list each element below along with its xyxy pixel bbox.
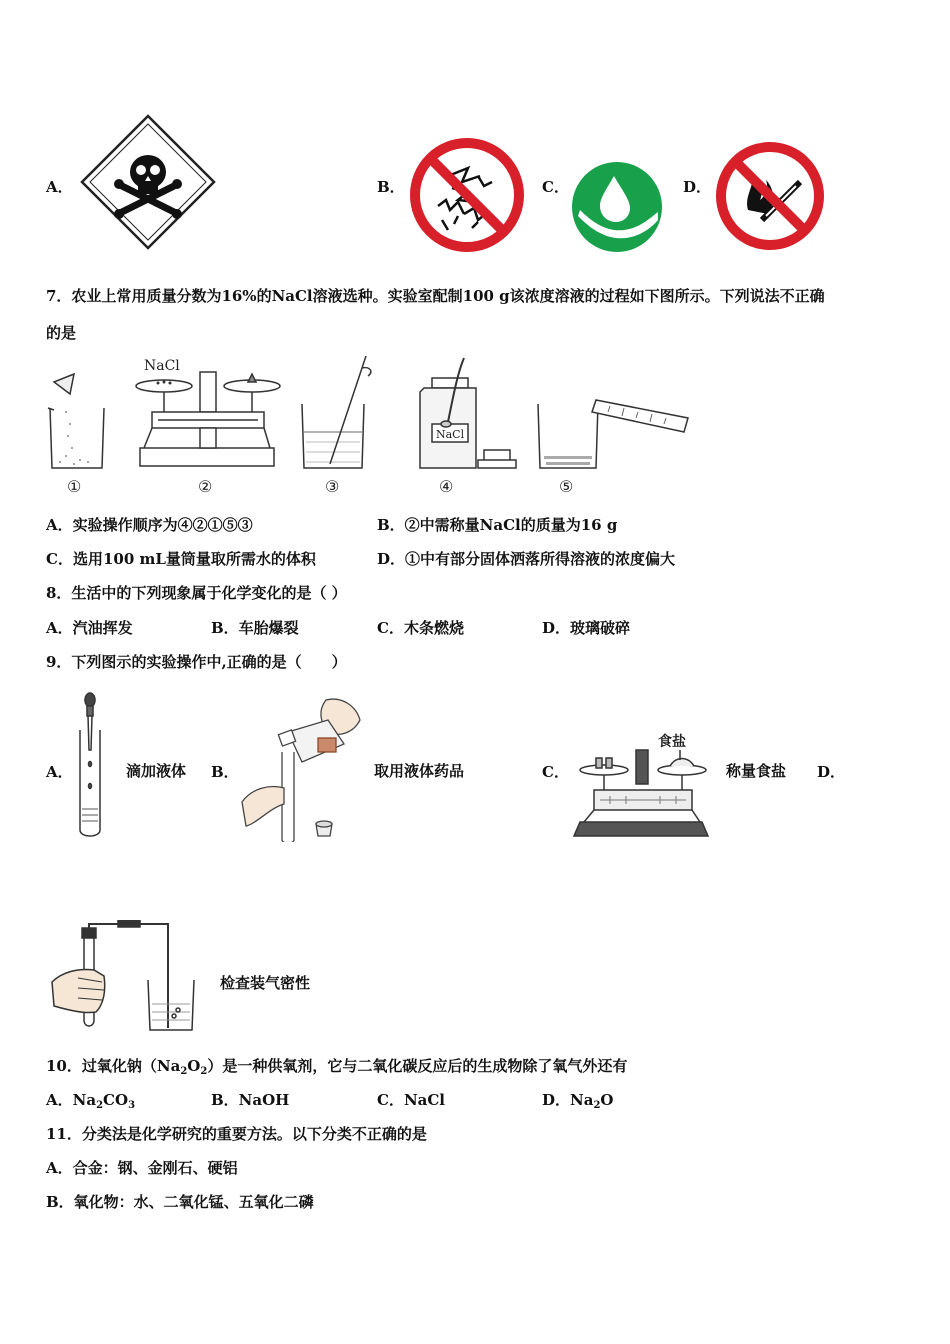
beaker-pour-solid-icon [48,374,104,468]
q9-caption-a: 滴加液体 [126,762,187,780]
q7-option-b: B．②中需称量NaCl的质量为16 g [377,516,618,534]
q7-stem-line2: 的是 [46,324,77,342]
q6-option-d-label: D． [683,178,712,196]
q9-stem: 9．下列图示的实验操作中,正确的是（ ） [46,653,347,671]
balance-salt-icon [570,728,710,842]
q10-option-c: C．NaCl [377,1091,446,1109]
q8-stem: 8．生活中的下列现象属于化学变化的是（ ） [46,584,347,602]
salt-label: 食盐 [658,734,686,750]
q6-option-c-label: C． [542,178,569,196]
q8-option-b: B．车胎爆裂 [211,619,299,637]
step-5-label: ⑤ [559,477,574,496]
q8-option-d: D．玻璃破碎 [542,619,631,637]
reagent-bottle-icon [420,358,516,468]
q11-stem: 11．分类法是化学研究的重要方法。以下分类不正确的是 [46,1125,427,1143]
q10-option-d: D．$Na_2O$ [542,1091,614,1111]
q7-solution-prep-figure [40,352,700,498]
q11-option-a: A．合金：钢、金刚石、硬铝 [46,1159,238,1177]
q9-option-d-label: D． [817,763,846,781]
no-smoking-icon [714,140,826,252]
q7-option-a: A．实验操作顺序为④②①⑤③ [46,516,253,534]
poison-skull-icon [78,112,218,252]
beaker-pour-water-icon [538,400,688,468]
beaker-stir-icon [302,356,371,468]
no-fireworks-icon [408,136,526,254]
q8-option-c: C．木条燃烧 [377,619,464,637]
q10-option-b: B．NaOH [211,1091,290,1109]
nacl-label: NaCl [144,358,180,374]
q10-option-a: A．$Na_2CO_3$ [46,1091,136,1111]
step-1-label: ① [67,477,82,496]
q9-caption-b: 取用液体药品 [374,762,465,780]
q9-option-b-label: B． [211,763,239,781]
q9-caption-c: 称量食盐 [726,762,787,780]
pour-liquid-hand-icon [236,692,366,842]
q7-option-c: C．选用100 mL量筒量取所需水的体积 [46,550,316,568]
q6-option-a-label: A． [46,178,73,196]
q7-option-d: D．①中有部分固体洒落所得溶液的浓度偏大 [377,550,676,568]
q6-option-b-label: B． [377,178,405,196]
airtightness-check-icon [48,920,208,1032]
step-3-label: ③ [325,477,340,496]
dropper-test-tube-icon [72,690,108,840]
balance-scale-icon [136,358,280,466]
q11-option-b: B．氧化物：水、二氧化锰、五氧化二磷 [46,1193,314,1211]
q7-stem-line1: 7．农业上常用质量分数为16%的NaCl溶液选种。实验室配制100 g该浓度溶液的过程如下图所示。下列说法不正确 [46,287,825,305]
q10-stem: 10．过氧化钠$(Na_2O_2)$是一种供氧剂，它与二氧化碳反应后的生成物除了氧气外还有 [46,1057,628,1077]
bottle-nacl-label: NaCl [436,428,465,441]
water-drop-icon [570,160,664,254]
step-4-label: ④ [439,477,454,496]
q9-option-a-label: A． [46,763,73,781]
step-2-label: ② [198,477,213,496]
q9-caption-d: 检查装气密性 [220,974,311,992]
q9-option-c-label: C． [542,763,569,781]
q8-option-a: A．汽油挥发 [46,619,133,637]
